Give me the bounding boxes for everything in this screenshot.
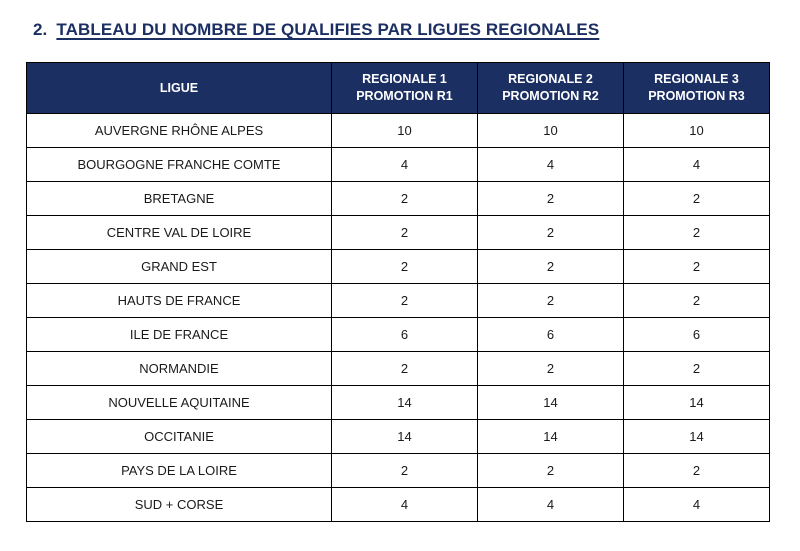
table-row — [27, 420, 770, 454]
table-row — [27, 182, 770, 216]
table-row — [27, 488, 770, 522]
cell-r3: 4 — [624, 148, 770, 182]
cell-r3: 2 — [624, 216, 770, 250]
cell-r1: 2 — [332, 250, 478, 284]
cell-r2: 2 — [478, 250, 624, 284]
cell-r1: 14 — [332, 420, 478, 454]
cell-r3: 6 — [624, 318, 770, 352]
cell-r1: 14 — [332, 386, 478, 420]
table-row — [27, 352, 770, 386]
cell-r1: 6 — [332, 318, 478, 352]
table-row — [27, 250, 770, 284]
cell-r1: 2 — [332, 284, 478, 318]
cell-r2: 10 — [478, 114, 624, 148]
cell-r2: 14 — [478, 420, 624, 454]
cell-ligue: ILE DE FRANCE — [27, 318, 332, 352]
cell-r2: 2 — [478, 352, 624, 386]
cell-r2: 4 — [478, 488, 624, 522]
cell-r2: 2 — [478, 182, 624, 216]
cell-r3: 2 — [624, 250, 770, 284]
cell-ligue: BOURGOGNE FRANCHE COMTE — [27, 148, 332, 182]
cell-r1: 2 — [332, 182, 478, 216]
cell-r2: 2 — [478, 284, 624, 318]
cell-ligue: GRAND EST — [27, 250, 332, 284]
header-regionale-2: REGIONALE 2 PROMOTION R2 — [478, 63, 624, 114]
table-row — [27, 284, 770, 318]
table-row — [27, 318, 770, 352]
cell-ligue: AUVERGNE RHÔNE ALPES — [27, 114, 332, 148]
cell-r3: 14 — [624, 386, 770, 420]
table-row — [27, 386, 770, 420]
table-row — [27, 148, 770, 182]
cell-ligue: SUD + CORSE — [27, 488, 332, 522]
table-row — [27, 114, 770, 148]
cell-r1: 2 — [332, 352, 478, 386]
cell-r2: 2 — [478, 216, 624, 250]
header-ligue: LIGUE — [27, 63, 332, 114]
cell-r3: 2 — [624, 182, 770, 216]
table-row — [27, 216, 770, 250]
cell-r2: 2 — [478, 454, 624, 488]
cell-r3: 10 — [624, 114, 770, 148]
header-regionale-1: REGIONALE 1 PROMOTION R1 — [332, 63, 478, 114]
cell-ligue: OCCITANIE — [27, 420, 332, 454]
cell-r3: 2 — [624, 352, 770, 386]
cell-ligue: HAUTS DE FRANCE — [27, 284, 332, 318]
table-header-row — [27, 63, 770, 114]
cell-ligue: NOUVELLE AQUITAINE — [27, 386, 332, 420]
cell-ligue: BRETAGNE — [27, 182, 332, 216]
cell-r1: 2 — [332, 216, 478, 250]
cell-r1: 4 — [332, 488, 478, 522]
cell-r3: 2 — [624, 454, 770, 488]
cell-r3: 2 — [624, 284, 770, 318]
cell-r3: 4 — [624, 488, 770, 522]
cell-r2: 6 — [478, 318, 624, 352]
cell-r2: 4 — [478, 148, 624, 182]
cell-ligue: PAYS DE LA LOIRE — [27, 454, 332, 488]
section-number: 2. — [33, 20, 48, 39]
cell-ligue: NORMANDIE — [27, 352, 332, 386]
cell-r2: 14 — [478, 386, 624, 420]
header-regionale-3: REGIONALE 3 PROMOTION R3 — [624, 63, 770, 114]
cell-ligue: CENTRE VAL DE LOIRE — [27, 216, 332, 250]
cell-r3: 14 — [624, 420, 770, 454]
qualifies-table — [26, 62, 770, 522]
table-row — [27, 454, 770, 488]
section-title: TABLEAU DU NOMBRE DE QUALIFIES PAR LIGUES REGIONALES — [56, 20, 600, 39]
cell-r1: 10 — [332, 114, 478, 148]
cell-r1: 2 — [332, 454, 478, 488]
cell-r1: 4 — [332, 148, 478, 182]
section-heading — [33, 20, 599, 40]
